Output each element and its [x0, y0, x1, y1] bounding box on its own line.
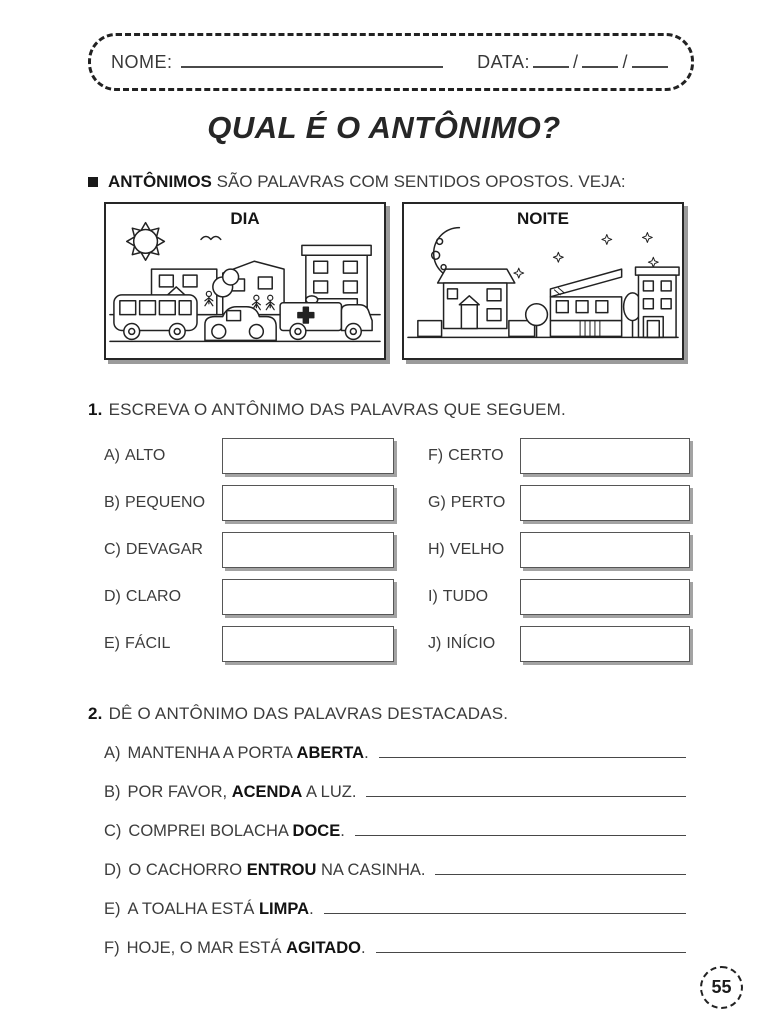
answer-box[interactable]: [222, 579, 394, 615]
answer-box[interactable]: [222, 626, 394, 662]
section2-heading: 2. DÊ O ANTÔNIMO DAS PALAVRAS DESTACADAS.: [88, 704, 509, 723]
page-title: QUAL É O ANTÔNIMO?: [207, 110, 561, 145]
square-bullet-icon: [88, 177, 98, 187]
answer-box[interactable]: [520, 485, 690, 521]
date-label: DATA:: [477, 51, 530, 72]
answer-line[interactable]: [435, 873, 686, 875]
answer-line[interactable]: [376, 951, 686, 953]
night-panel: [402, 202, 684, 360]
date-month-line[interactable]: [582, 65, 618, 68]
antonym-item: J) INÍCIO: [428, 625, 690, 663]
date-separator: /: [622, 51, 628, 72]
date-year-line[interactable]: [632, 65, 668, 68]
section1-right-column: [428, 437, 690, 672]
antonym-item: F) CERTO: [428, 437, 690, 475]
intro-line: ANTÔNIMOS SÃO PALAVRAS COM SENTIDOS OPOSTOS. VEJA:: [88, 172, 626, 192]
answer-line[interactable]: [324, 912, 686, 914]
name-date-header: [88, 33, 694, 91]
sentence-item: D) O CACHORRO ENTROU NA CASINHA.: [104, 861, 686, 879]
bus-icon: [114, 295, 197, 340]
answer-box[interactable]: [222, 438, 394, 474]
antonym-item: C) DEVAGAR: [104, 531, 394, 569]
sentence-item: E) A TOALHA ESTÁ LIMPA.: [104, 900, 686, 918]
answer-line[interactable]: [355, 834, 686, 836]
section1-left-column: [104, 437, 394, 672]
antonym-item: I) TUDO: [428, 578, 690, 616]
answer-box[interactable]: [222, 485, 394, 521]
date-separator: /: [572, 51, 579, 72]
answer-box[interactable]: [520, 438, 690, 474]
antonym-item: A) ALTO: [104, 437, 394, 475]
left-house: [438, 269, 515, 328]
antonym-item: E) FÁCIL: [104, 625, 394, 663]
answer-line[interactable]: [379, 756, 686, 758]
sentence-item: A) MANTENHA A PORTA ABERTA.: [104, 744, 686, 762]
sentence-item: C) COMPREI BOLACHA DOCE.: [104, 822, 686, 840]
middle-house: [550, 269, 621, 336]
antonym-item: G) PERTO: [428, 484, 690, 522]
answer-box[interactable]: [520, 579, 690, 615]
hedge: [418, 321, 442, 337]
answer-line[interactable]: [366, 795, 686, 797]
name-label: NOME:: [111, 51, 173, 72]
name-input-line[interactable]: [181, 65, 444, 68]
answer-box[interactable]: [520, 626, 690, 662]
night-panel-label: NOITE: [517, 209, 569, 228]
section1-heading: 1. ESCREVA O ANTÔNIMO DAS PALAVRAS QUE SEGUEM.: [88, 400, 566, 419]
date-day-line[interactable]: [533, 65, 569, 68]
antonym-item: D) CLARO: [104, 578, 394, 616]
apartment-building: [636, 267, 680, 337]
day-panel-label: DIA: [230, 209, 260, 228]
sentence-item: B) POR FAVOR, ACENDA A LUZ.: [104, 783, 686, 801]
antonym-item: H) VELHO: [428, 531, 690, 569]
bird-icon: [201, 236, 221, 239]
answer-box[interactable]: [520, 532, 690, 568]
page-number-badge: 55: [700, 966, 743, 1009]
day-panel: [104, 202, 386, 360]
answer-box[interactable]: [222, 532, 394, 568]
example-panels: [104, 202, 684, 360]
section2-list: [104, 744, 686, 978]
sentence-item: F) HOJE, O MAR ESTÁ AGITADO.: [104, 939, 686, 957]
antonym-item: B) PEQUENO: [104, 484, 394, 522]
